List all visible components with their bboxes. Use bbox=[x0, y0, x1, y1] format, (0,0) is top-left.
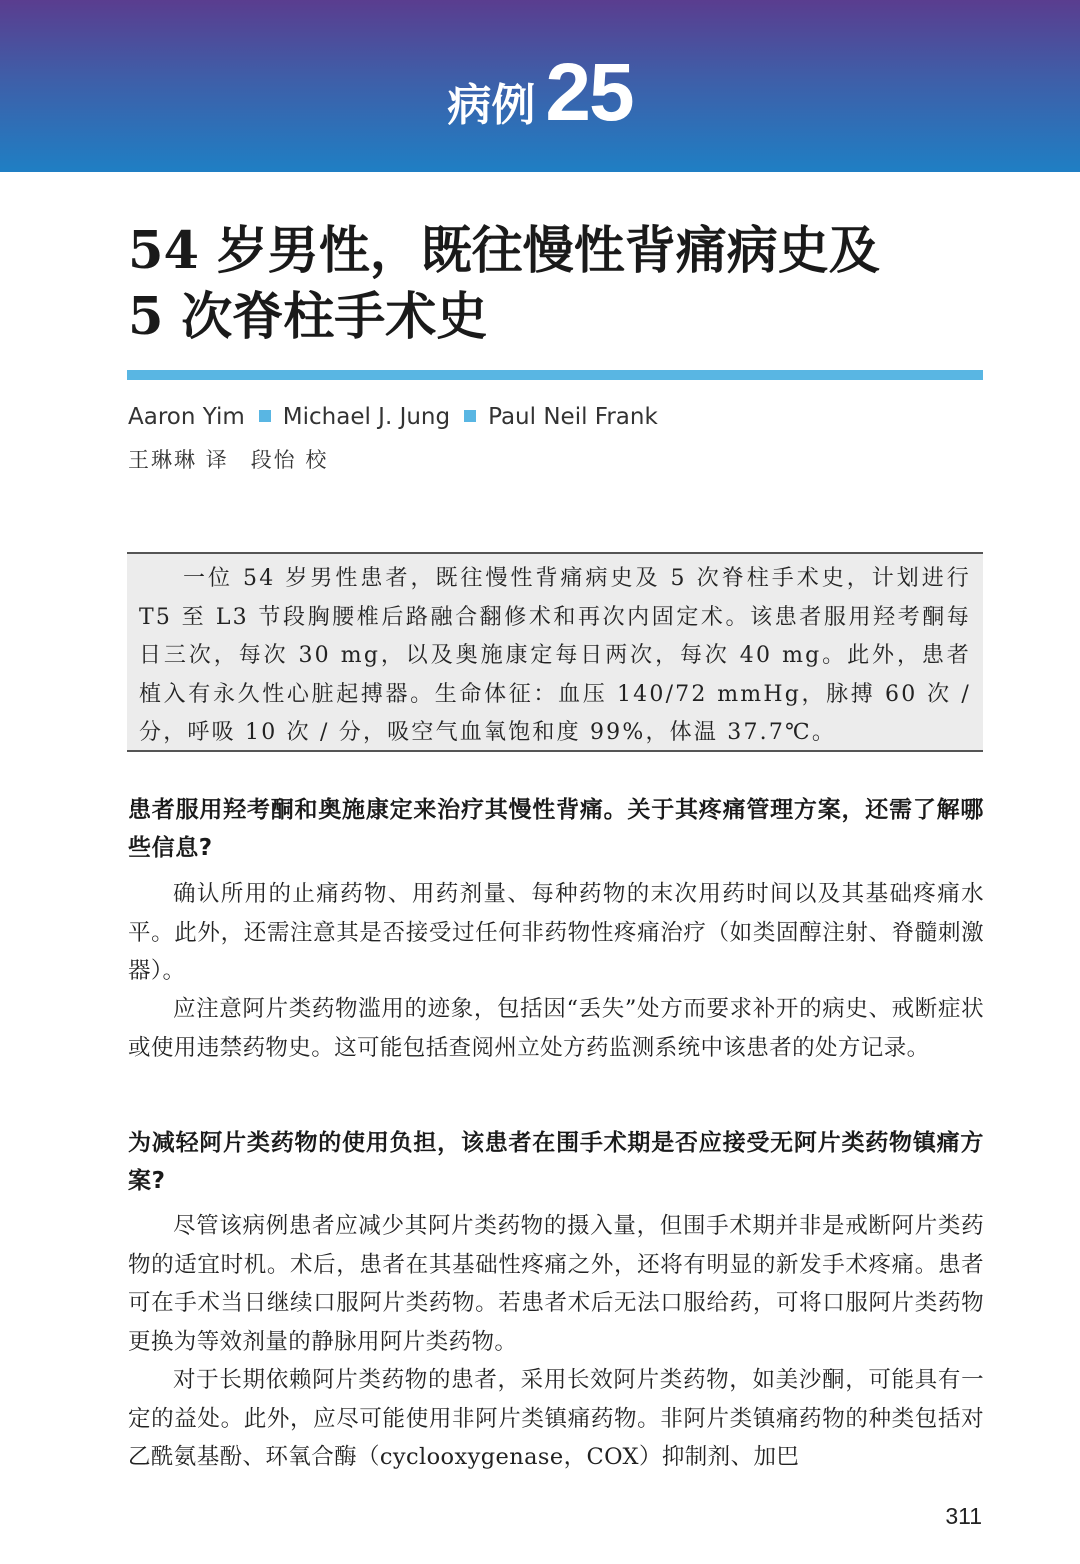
body-paragraph: 应注意阿片类药物滥用的迹象，包括因“丢失”处方而要求补开的病史、戒断症状或使用违禁药物史。这可能包括查阅州立处方药监测系统中该患者的处方记录。 bbox=[128, 996, 984, 1061]
body-paragraph: 确认所用的止痛药物、用药剂量、每种药物的末次用药时间以及其基础疼痛水平。此外，还需注意其是否接受过任何非药物性疼痛治疗（如类固醇注射、脊髓刺激器）。 bbox=[128, 881, 984, 984]
author-name: Michael J. Jung bbox=[282, 404, 451, 430]
section-question: 患者服用羟考酮和奥施康定来治疗其慢性背痛。关于其疼痛管理方案，还需了解哪些信息? bbox=[128, 797, 984, 861]
translator-role: 译 bbox=[205, 448, 229, 472]
square-bullet-icon bbox=[464, 410, 476, 422]
page-number: 311 bbox=[945, 1503, 982, 1529]
section-question: 为减轻阿片类药物的使用负担，该患者在围手术期是否应接受无阿片类药物镇痛方案? bbox=[128, 1130, 984, 1194]
case-label: 病例 bbox=[447, 81, 536, 130]
case-summary-text: 一位 54 岁男性患者，既往慢性背痛病史及 5 次脊柱手术史，计划进行 T5 至 L3 节段胸腰椎后路融合翻修术和再次内固定术。该患者服用羟考酮每日三次，每次 30 mg，以及奥施康定每日两次，每次 40 mg。此外，患者植入有永久性心脏起搏器。生命体征：血压 140/72 mmHg，脉搏 60 次 / 分，呼吸 10 次 / 分，吸空气血氧饱和度 99%，体温 37.7℃。 bbox=[139, 566, 971, 745]
square-bullet-icon bbox=[259, 410, 271, 422]
case-number: 25 bbox=[545, 47, 633, 138]
title-divider bbox=[127, 370, 983, 380]
body-paragraph: 尽管该病例患者应减少其阿片类药物的摄入量，但围手术期并非是戒断阿片类药物的适宜时机。术后，患者在其基础性疼痛之外，还将有明显的新发手术疼痛。患者可在手术当日继续口服阿片类药物。若患者术后无法口服给药，可将口服阿片类药物更换为等效剂量的静脉用阿片类药物。 bbox=[128, 1213, 984, 1355]
translator-credit bbox=[128, 444, 328, 474]
chapter-title-line2: 5 次脊柱手术史 bbox=[128, 287, 488, 347]
chapter-title-line1: 54 岁男性，既往慢性背痛病史及 bbox=[128, 221, 880, 281]
author-name: Paul Neil Frank bbox=[488, 404, 658, 430]
body-paragraph: 对于长期依赖阿片类药物的患者，采用长效阿片类药物，如美沙酮，可能具有一定的益处。此外，应尽可能使用非阿片类镇痛药物。非阿片类镇痛药物的种类包括对乙酰氨基酚、环氧合酶（cyclooxygenase，COX）抑制剂、加巴 bbox=[128, 1367, 984, 1470]
reviewer-name: 段怡 bbox=[250, 448, 297, 472]
author-name: Aaron Yim bbox=[128, 404, 245, 430]
chapter-banner bbox=[0, 0, 1080, 172]
translator-name: 王琳琳 bbox=[128, 448, 197, 472]
reviewer-role: 校 bbox=[305, 448, 329, 472]
chapter-title bbox=[128, 218, 988, 350]
case-summary-box bbox=[127, 552, 983, 752]
case-heading bbox=[0, 46, 1080, 140]
author-list bbox=[128, 404, 658, 430]
